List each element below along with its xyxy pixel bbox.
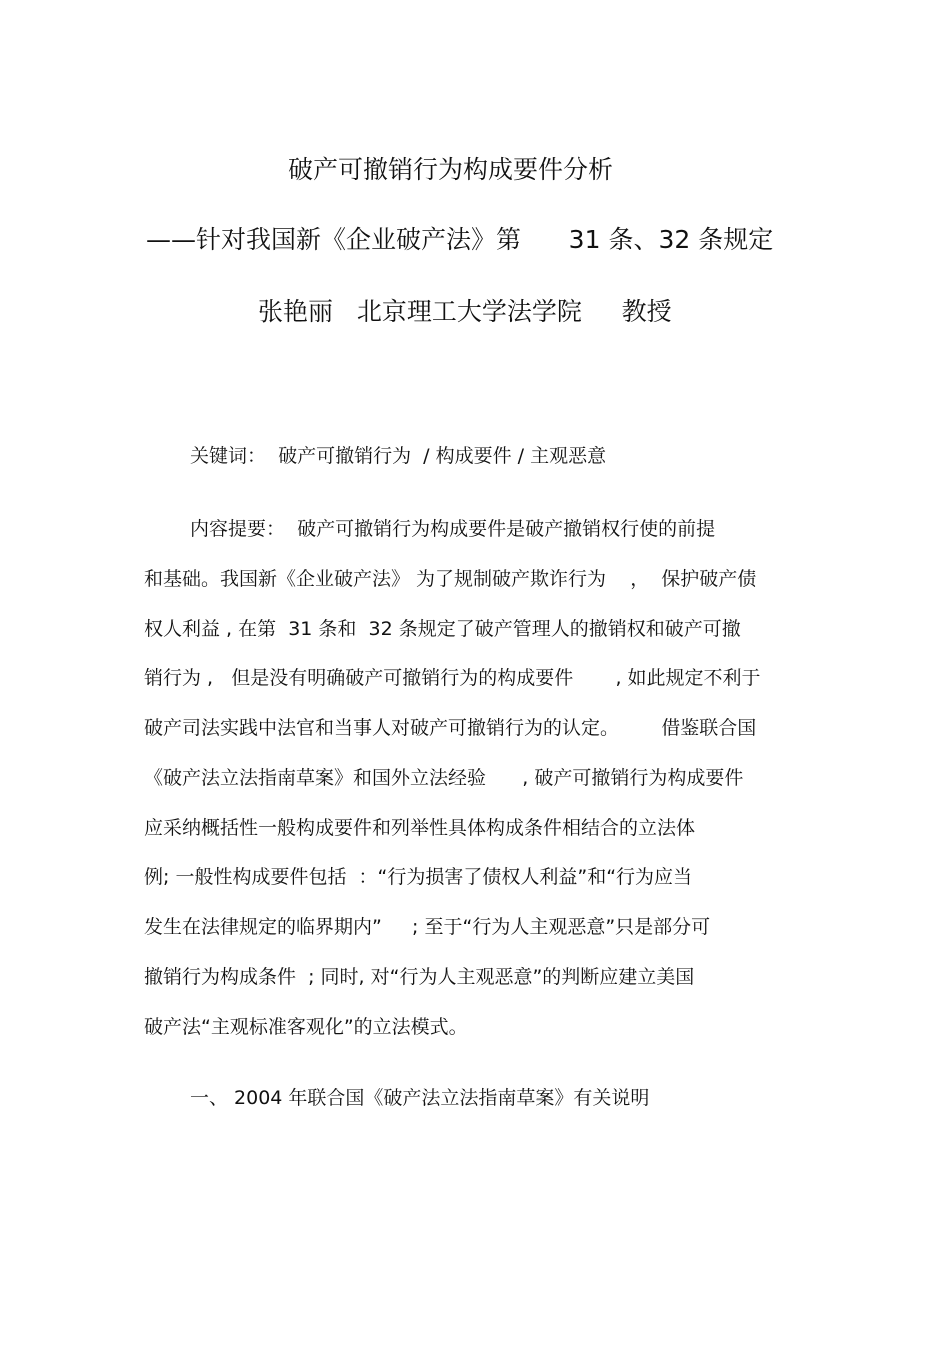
document-title: 破产可撤销行为构成要件分析	[288, 155, 614, 184]
keywords: 关键词： 破产可撤销行为 / 构成要件 / 主观恶意	[190, 445, 607, 467]
abstract-line: 破产司法实践中法官和当事人对破产可撤销行为的认定。 借鉴联合国	[144, 717, 757, 739]
document-subtitle: ——针对我国新《企业破产法》第 31 条、32 条规定	[146, 225, 774, 254]
abstract-line: 例; 一般性构成要件包括 ：“行为损害了债权人利益”和“行为应当	[144, 866, 693, 888]
abstract-line: 销行为 , 但是没有明确破产可撤销行为的构成要件 , 如此规定不利于	[144, 667, 761, 689]
abstract-line: 应采纳概括性一般构成要件和列举性具体构成条件相结合的立法体	[144, 817, 696, 839]
abstract-line: 发生在法律规定的临界期内” ; 至于“行为人主观恶意”只是部分可	[144, 916, 711, 938]
abstract-line: 撤销行为构成条件 ; 同时, 对“行为人主观恶意”的判断应建立美国	[144, 966, 695, 988]
author-line: 张艳丽 北京理工大学法学院 教授	[258, 297, 672, 326]
abstract-line: 《破产法立法指南草案》和国外立法经验 , 破产可撤销行为构成要件	[144, 767, 744, 789]
abstract-line: 内容提要： 破产可撤销行为构成要件是破产撤销权行使的前提	[190, 518, 716, 540]
abstract-line: 权人利益 , 在第 31 条和 32 条规定了破产管理人的撤销权和破产可撤	[144, 618, 741, 640]
section-heading: 一、 2004 年联合国《破产法立法指南草案》有关说明	[190, 1087, 650, 1109]
abstract-line: 和基础。我国新《企业破产法》 为了规制破产欺诈行为 ， 保护破产债	[144, 568, 757, 590]
abstract-line: 破产法“主观标准客观化”的立法模式。	[144, 1016, 468, 1038]
